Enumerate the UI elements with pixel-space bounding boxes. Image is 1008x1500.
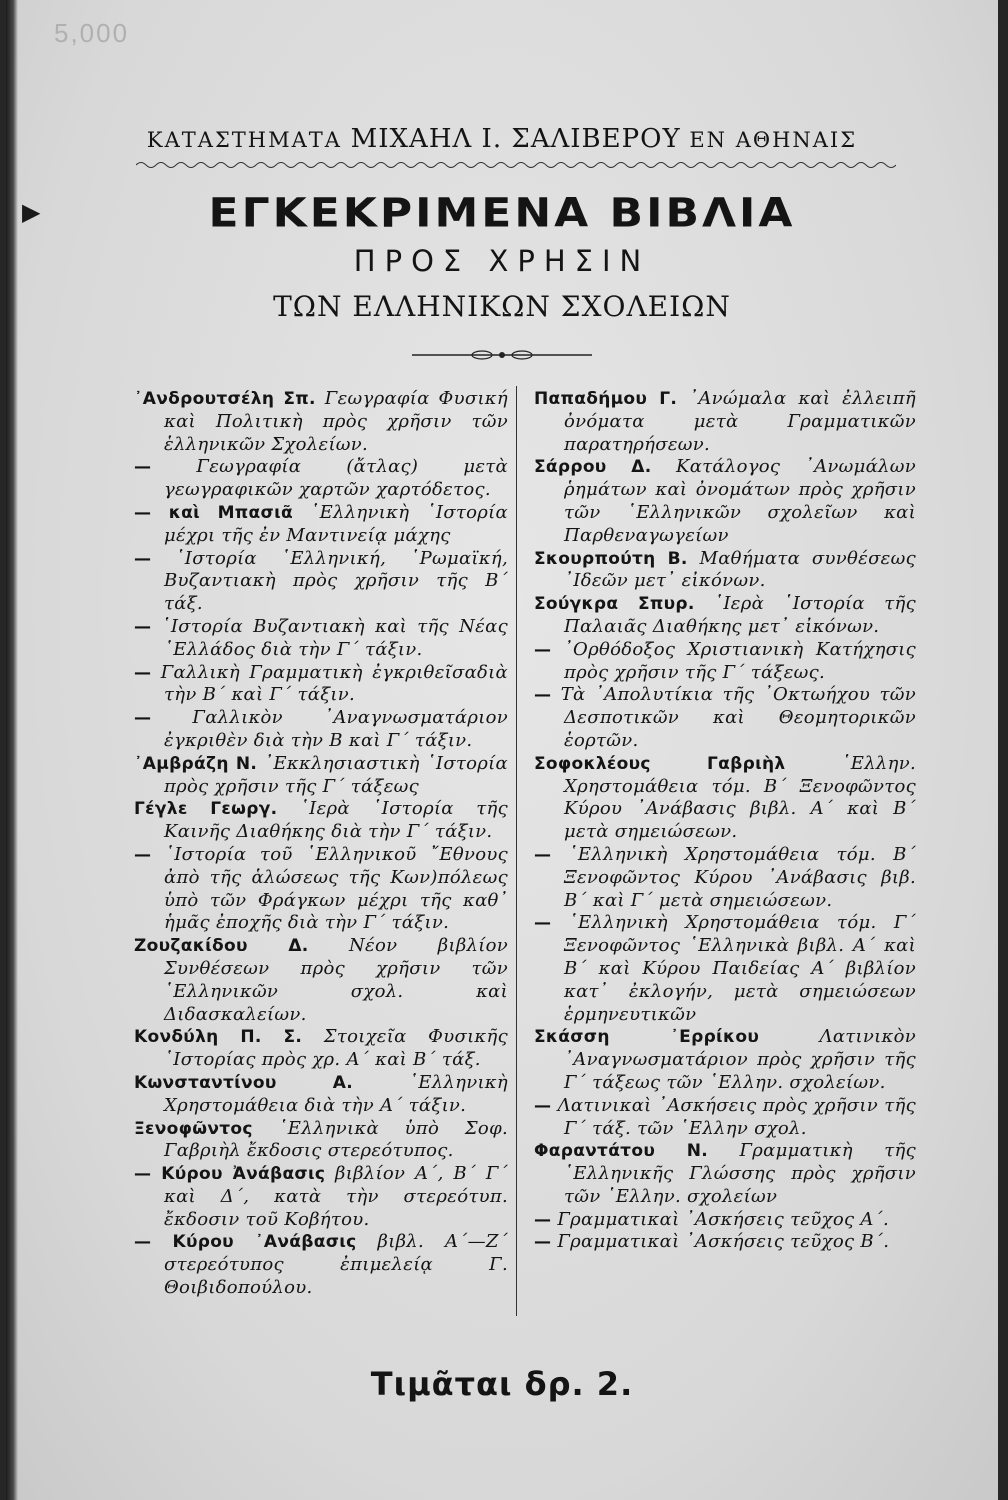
book-entry bbox=[134, 753, 508, 799]
book-title: Στοιχεῖα Φυσικῆς ῾Ιστορίας πρὸς χρ. Α΄ καὶ Β΄ τάξ. bbox=[164, 1026, 508, 1071]
book-title: ῾Ιστορία Βυζαντιακὴ καὶ τῆς Νέας ῾Ελλάδος διὰ τὴν Γ΄ τάξιν. bbox=[161, 615, 508, 660]
book-entry bbox=[534, 639, 916, 685]
book-title: Γραμματικὴ τῆς ῾Ελληνικῆς Γλώσσης πρὸς χρῆσιν τῶν ῾Ελλην. σχολείων bbox=[564, 1140, 916, 1207]
book-title: Λατινικαὶ ᾿Ασκήσεις πρὸς χρῆσιν τῆς Γ΄ τάξ. τῶν ῾Ελλην σχολ. bbox=[557, 1094, 916, 1139]
wavy-rule bbox=[136, 160, 896, 170]
book-entry bbox=[134, 1163, 508, 1231]
book-entry bbox=[534, 388, 916, 456]
book-title: Τὰ ᾿Απολυτίκια τῆς ᾿Οκτωήχου τῶν Δεσποτικῶν καὶ Θεομητορικῶν ἑορτῶν. bbox=[560, 684, 916, 751]
book-title: Γεωγραφία Φυσική καὶ Πολιτικὴ πρὸς χρῆσιν τῶν ἑλληνικῶν Σχολείων. bbox=[164, 388, 508, 455]
book-entry bbox=[134, 844, 508, 935]
book-author: — bbox=[534, 1095, 552, 1116]
book-author: — bbox=[134, 457, 152, 478]
book-author: — bbox=[134, 616, 152, 637]
book-entry bbox=[134, 388, 508, 456]
book-author: Ξενοφῶντος bbox=[134, 1118, 253, 1139]
book-entry bbox=[134, 935, 508, 1026]
pencil-mark: 5,000 bbox=[54, 18, 130, 48]
book-entry bbox=[134, 798, 508, 844]
book-entry bbox=[134, 1231, 508, 1299]
book-author: Κονδύλη Π. Σ. bbox=[134, 1027, 303, 1048]
book-author: Ζουζακίδου Δ. bbox=[134, 936, 309, 957]
book-author: — bbox=[534, 639, 552, 660]
arrow-marker-icon: ▶ bbox=[22, 198, 41, 226]
book-title: Γεωγραφία (ἄτλας) μετὰ γεωγραφικῶν χαρτῶν χαρτόδετος. bbox=[164, 456, 508, 501]
book-title: βιβλίον Α΄, Β΄ Γ΄ καὶ Δ΄, κατὰ τὴν στερεότυπ. ἔκδοσιν τοῦ Κοβήτου. bbox=[164, 1163, 508, 1230]
publisher-header bbox=[6, 124, 998, 154]
header-part3: ΕΝ ΑΘΗΝΑΙΣ bbox=[689, 128, 858, 152]
book-entry bbox=[134, 1072, 508, 1118]
book-author: — bbox=[534, 844, 552, 865]
book-title: Γαλλικὴ Γραμματικὴ ἐγκριθεῖσαδιὰ τὴν Β΄ καὶ Γ΄ τάξιν. bbox=[160, 661, 508, 706]
book-author: — bbox=[134, 548, 152, 569]
book-title: ῾Ιερὰ ῾Ιστορία τῆς Παλαιᾶς Διαθήκης μετ᾿ εἰκόνων. bbox=[564, 593, 916, 637]
book-entry bbox=[534, 456, 916, 547]
book-author: Σκουρπούτη Β. bbox=[534, 548, 688, 569]
book-author: — bbox=[534, 1232, 552, 1253]
book-author: Σκάσση ᾿Ερρίκου bbox=[534, 1027, 760, 1048]
book-title: ῾Ελληνικὰ ὑπὸ Σοφ. Γαβριὴλ ἔκδοσις στερεότυπος. bbox=[164, 1117, 508, 1162]
book-author: — bbox=[134, 662, 152, 683]
book-entry bbox=[534, 912, 916, 1026]
book-entry bbox=[534, 1231, 916, 1254]
document-page bbox=[6, 0, 998, 1500]
book-title: Γραμματικαὶ ᾿Ασκήσεις τεῦχος Β΄. bbox=[557, 1231, 890, 1253]
book-title: Γραμματικαὶ ᾿Ασκήσεις τεῦχος Α΄. bbox=[557, 1208, 889, 1230]
book-title: Λατινικὸν ᾿Αναγνωσματάριον πρὸς χρῆσιν τῆς Γ΄ τάξεως τῶν ῾Ελλην. σχολείων. bbox=[564, 1026, 916, 1093]
book-author: ᾿Αμβράζη Ν. bbox=[134, 753, 258, 774]
book-title: βιβλ. Α΄—Ζ΄ στερεότυπος ἐπιμελείᾳ Γ. Θοιβιδοπούλου. bbox=[164, 1231, 508, 1299]
book-author: ᾿Ανδρουτσέλη Σπ. bbox=[134, 389, 316, 409]
book-entry bbox=[534, 684, 916, 752]
book-author: Κωνσταντίνου Α. bbox=[134, 1072, 354, 1093]
book-author: Σούγκρα Σπυρ. bbox=[534, 594, 695, 615]
ornament-divider bbox=[412, 348, 592, 362]
left-column bbox=[134, 388, 508, 1300]
book-title: ῾Ιστορία τοῦ ῾Ελληνικοῦ ῎Εθνους ἀπὸ τῆς ἁλώσεως τῆς Κων)πόλεως ὑπὸ τῶν Φράγκων μέχρι τῆς καθ᾿ ἡμᾶς ἐποχῆς διὰ τὴν Γ΄ τάξιν. bbox=[164, 843, 508, 934]
book-author: — bbox=[534, 913, 552, 934]
book-entry bbox=[134, 616, 508, 662]
book-author: Σάρρου Δ. bbox=[534, 457, 652, 478]
book-entry bbox=[134, 1118, 508, 1164]
book-author: — Κύρου ᾿Ανάβασις bbox=[134, 1232, 357, 1253]
book-author: — Κύρου Ἀνάβασις bbox=[134, 1164, 326, 1185]
book-title: ᾿Εκκλησιαστικὴ ῾Ιστορία πρὸς χρῆσιν τῆς Γ΄ τάξεως bbox=[164, 752, 508, 797]
column-divider bbox=[516, 386, 517, 1316]
book-title: Γαλλικὸν ᾿Αναγνωσματάριον ἐγκριθὲν διὰ τὴν Β καὶ Γ΄ τάξιν. bbox=[164, 707, 508, 751]
book-title: Μαθήματα συνθέσεως ᾿Ιδεῶν μετ᾿ εἰκόνων. bbox=[564, 547, 916, 592]
header-part1: ΚΑΤΑΣΤΗΜΑΤΑ bbox=[146, 128, 342, 152]
book-entry bbox=[134, 662, 508, 708]
book-entry bbox=[134, 456, 508, 502]
book-title: ᾿Ανώμαλα καὶ ἐλλειπῆ ὀνόματα μετὰ Γραμματικῶν παρατηρήσεων. bbox=[564, 388, 916, 455]
book-entry bbox=[134, 1026, 508, 1072]
book-title: ῾Ελλην. Χρηστομάθεια τόμ. Β΄ Ξενοφῶντος Κύρου ᾿Ανάβασις βιβλ. Α΄ καὶ Β΄ μετὰ σημειώσεων. bbox=[564, 752, 916, 843]
book-entry bbox=[534, 753, 916, 844]
book-entry bbox=[534, 1209, 916, 1232]
price-line: Τιμᾶται δρ. 2. bbox=[370, 1365, 634, 1403]
book-title: Κατάλογος ᾿Ανωμάλων ῥημάτων καὶ ὀνομάτων πρὸς χρῆσιν τῶν ῾Ελληνικῶν σχολεῖων καὶ Παρθεναγωγείων bbox=[564, 456, 916, 546]
book-title: Νέον βιβλίον Συνθέσεων πρὸς χρῆσιν τῶν ῾Ελληνικῶν σχολ. καὶ Διδασκαλείων. bbox=[164, 935, 508, 1025]
book-title: ῾Ελληνικὴ Χρηστομάθεια τόμ. Β΄ Ξενοφῶντος Κύρου ᾿Ανάβασις βιβ. Β΄ καὶ Γ΄ μετὰ σημειώσεων. bbox=[564, 843, 916, 911]
main-title: ΕΓΚΕΚΡΙΜΕΝΑ ΒΙΒΛΙΑ bbox=[208, 190, 796, 237]
book-title: ῾Ελληνικὴ Χρηστομάθεια διὰ τὴν Α΄ τάξιν. bbox=[164, 1071, 508, 1116]
header-publisher: ΜΙΧΑΗΛ Ι. ΣΑΛΙΒΕΡΟΥ bbox=[350, 124, 681, 154]
subtitle-1: ΠΡΟΣ ΧΡΗΣΙΝ bbox=[353, 244, 651, 278]
book-title: ῾Ελληνικὴ Χρηστομάθεια τόμ. Γ΄ Ξενοφῶντος ῾Ελληνικὰ βιβλ. Α΄ καὶ Β΄ καὶ Κύρου Παιδείας Α΄ βιβλίον κατ᾿ ἐκλογήν, μετὰ σημειώσεων ἑρμηνευτικῶν bbox=[564, 912, 916, 1025]
book-author: Σοφοκλέους Γαβριὴλ bbox=[534, 753, 786, 774]
book-title: ῾Ελληνικὴ ῾Ιστορία μέχρι τῆς ἐν Μαντινείᾳ μάχης bbox=[164, 501, 508, 546]
book-author: — bbox=[534, 1209, 552, 1230]
book-entry bbox=[534, 1140, 916, 1208]
book-author: — bbox=[134, 844, 152, 865]
book-author: — καὶ Μπασιᾶ bbox=[134, 502, 293, 523]
book-entry bbox=[534, 548, 916, 594]
book-author: Παπαδήμου Γ. bbox=[534, 389, 678, 409]
subtitle-2: ΤΩΝ ΕΛΛΗΝΙΚΩΝ ΣΧΟΛΕΙΩΝ bbox=[273, 290, 731, 323]
book-entry bbox=[534, 844, 916, 912]
book-title: ῾Ιστορία ῾Ελληνική, ῾Ρωμαϊκή, Βυζαντιακὴ πρὸς χρῆσιν τῆς Β΄ τάξ. bbox=[164, 547, 508, 615]
book-title: ῾Ιερὰ ῾Ιστορία τῆς Καινῆς Διαθήκης διὰ τὴν Γ΄ τάξιν. bbox=[164, 798, 508, 843]
book-title: ᾿Ορθόδοξος Χριστιανικὴ Κατήχησις πρὸς χρῆσιν τῆς Γ΄ τάξεως. bbox=[563, 638, 916, 683]
book-author: Γέγλε Γεωργ. bbox=[134, 799, 278, 820]
book-entry bbox=[134, 707, 508, 753]
book-author: Φαραντάτου Ν. bbox=[534, 1141, 709, 1162]
book-author: — bbox=[134, 708, 152, 729]
book-entry bbox=[534, 593, 916, 639]
right-column bbox=[534, 388, 916, 1254]
book-entry bbox=[134, 548, 508, 616]
book-author: — bbox=[534, 685, 552, 706]
book-entry bbox=[534, 1026, 916, 1094]
book-entry bbox=[134, 502, 508, 548]
book-entry bbox=[534, 1095, 916, 1141]
